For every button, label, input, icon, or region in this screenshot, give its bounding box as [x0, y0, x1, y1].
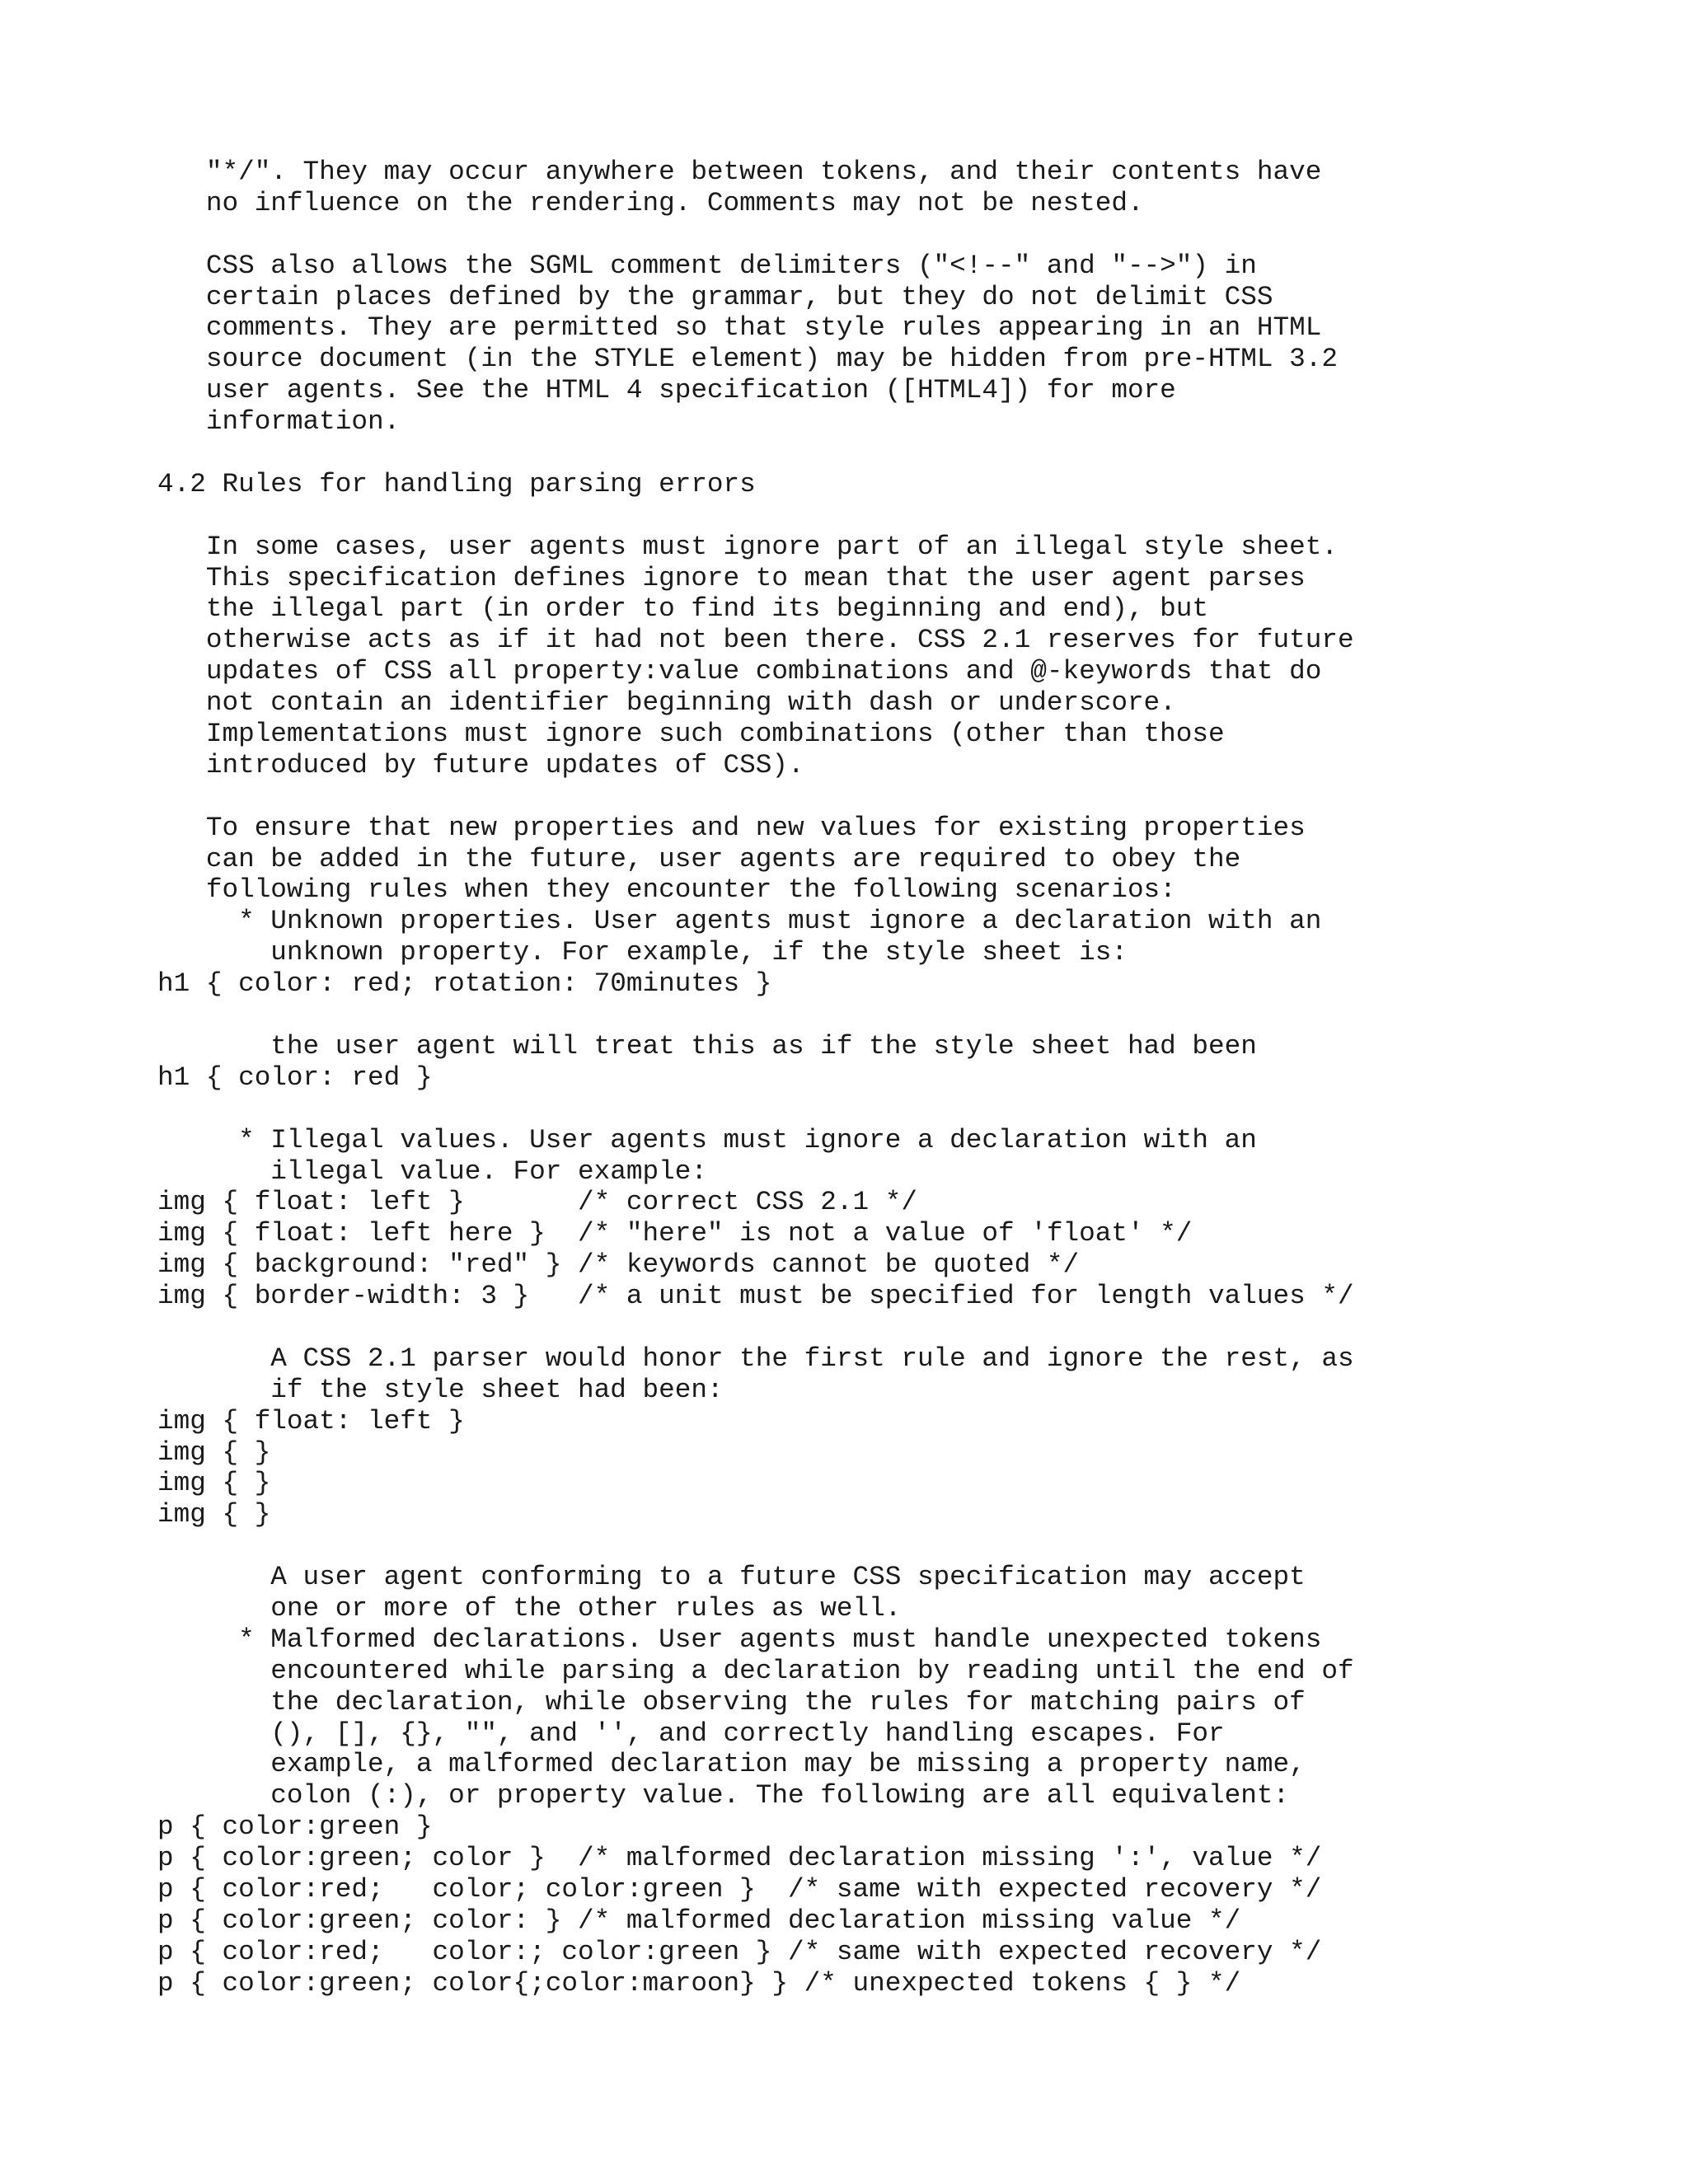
- text-line: colon (:), or property value. The following are all equivalent:: [157, 1780, 1290, 1811]
- text-line: certain places defined by the grammar, but they do not delimit CSS: [157, 281, 1273, 312]
- code-line: h1 { color: red }: [157, 1062, 433, 1093]
- text-line: the illegal part (in order to find its beginning and end), but: [157, 593, 1209, 625]
- text-line: This specification defines ignore to mean that the user agent parses: [157, 562, 1306, 593]
- text-line: unknown property. For example, if the style sheet is:: [157, 937, 1128, 968]
- blank-line: [157, 438, 1354, 469]
- code-line: img { }: [157, 1499, 271, 1530]
- text-line: To ensure that new properties and new values for existing properties: [157, 812, 1306, 843]
- text-line: can be added in the future, user agents are required to obey the: [157, 843, 1241, 874]
- text-line: illegal value. For example:: [157, 1155, 707, 1187]
- document-text: [157, 157, 1354, 1999]
- blank-line: [157, 781, 1354, 813]
- code-line: p { color:green; color: } /* malformed declaration missing value */: [157, 1905, 1241, 1936]
- code-line: p { color:green; color{;color:maroon} } /* unexpected tokens { } */: [157, 1967, 1241, 1999]
- text-line: CSS also allows the SGML comment delimiters ("<!--" and "-->") in: [157, 250, 1257, 281]
- text-line: the user agent will treat this as if the style sheet had been: [157, 1030, 1257, 1062]
- blank-line: [157, 1094, 1354, 1125]
- blank-line: [157, 1530, 1354, 1562]
- code-line: p { color:green; color } /* malformed declaration missing ':', value */: [157, 1843, 1322, 1874]
- code-line: img { }: [157, 1468, 271, 1499]
- text-line: one or more of the other rules as well.: [157, 1592, 902, 1624]
- text-line: A CSS 2.1 parser would honor the first rule and ignore the rest, as: [157, 1343, 1354, 1374]
- text-line: no influence on the rendering. Comments may not be nested.: [157, 187, 1144, 218]
- text-line: user agents. See the HTML 4 specification ([HTML4]) for more: [157, 375, 1176, 406]
- text-line: (), [], {}, "", and '', and correctly handling escapes. For: [157, 1718, 1225, 1749]
- blank-line: [157, 1312, 1354, 1343]
- text-line: the declaration, while observing the rules for matching pairs of: [157, 1686, 1306, 1718]
- code-line: p { color:red; color:; color:green } /* same with expected recovery */: [157, 1936, 1322, 1967]
- code-line: img { float: left here } /* "here" is not a value of 'float' */: [157, 1218, 1193, 1249]
- code-line: h1 { color: red; rotation: 70minutes }: [157, 968, 772, 1000]
- text-line: "*/". They may occur anywhere between tokens, and their contents have: [157, 157, 1322, 187]
- code-line: img { }: [157, 1436, 271, 1468]
- text-line: source document (in the STYLE element) may be hidden from pre-HTML 3.2: [157, 344, 1338, 375]
- text-line: following rules when they encounter the following scenarios:: [157, 874, 1176, 906]
- text-line: A user agent conforming to a future CSS specification may accept: [157, 1562, 1306, 1593]
- list-item: * Unknown properties. User agents must ignore a declaration with an: [157, 906, 1322, 937]
- code-line: img { border-width: 3 } /* a unit must be specified for length values */: [157, 1281, 1354, 1312]
- text-line: updates of CSS all property:value combinations and @-keywords that do: [157, 656, 1322, 687]
- code-line: p { color:green }: [157, 1811, 433, 1843]
- text-line: introduced by future updates of CSS).: [157, 749, 804, 780]
- text-line: not contain an identifier beginning with dash or underscore.: [157, 687, 1176, 719]
- text-line: otherwise acts as if it had not been there. CSS 2.1 reserves for future: [157, 625, 1354, 656]
- text-line: example, a malformed declaration may be missing a property name,: [157, 1749, 1306, 1780]
- list-item: * Illegal values. User agents must ignore a declaration with an: [157, 1124, 1257, 1155]
- text-line: Implementations must ignore such combinations (other than those: [157, 719, 1225, 750]
- section-heading: 4.2 Rules for handling parsing errors: [157, 468, 756, 499]
- text-line: encountered while parsing a declaration by reading until the end of: [157, 1655, 1354, 1686]
- code-line: img { float: left }: [157, 1405, 465, 1436]
- text-line: information.: [157, 406, 401, 438]
- text-line: In some cases, user agents must ignore part of an illegal style sheet.: [157, 531, 1338, 562]
- blank-line: [157, 500, 1354, 532]
- text-line: if the style sheet had been:: [157, 1374, 724, 1405]
- code-line: img { float: left } /* correct CSS 2.1 */: [157, 1187, 917, 1218]
- list-item: * Malformed declarations. User agents must handle unexpected tokens: [157, 1624, 1322, 1655]
- blank-line: [157, 1000, 1354, 1031]
- code-line: p { color:red; color; color:green } /* same with expected recovery */: [157, 1873, 1322, 1905]
- text-line: comments. They are permitted so that style rules appearing in an HTML: [157, 312, 1322, 344]
- code-line: img { background: "red" } /* keywords cannot be quoted */: [157, 1249, 1080, 1281]
- blank-line: [157, 219, 1354, 251]
